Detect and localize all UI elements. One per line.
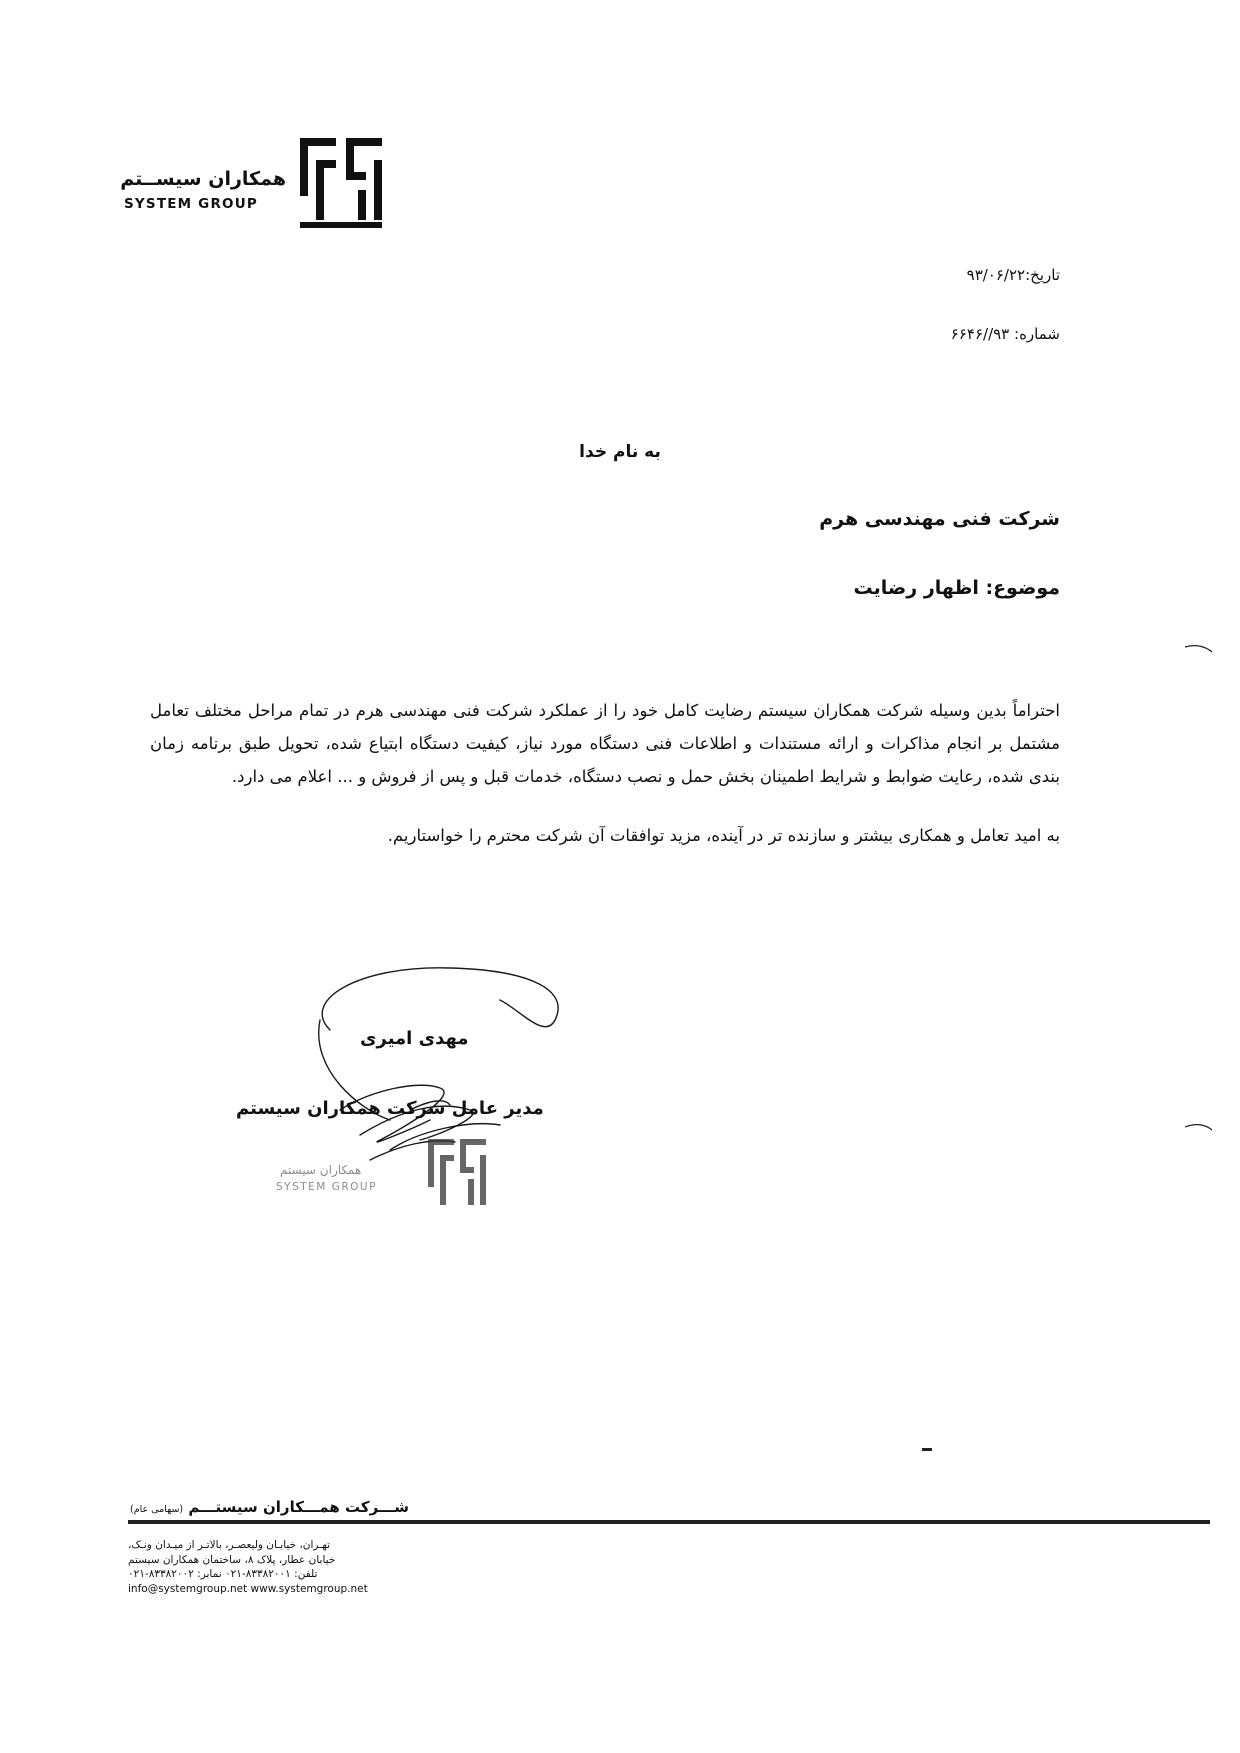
recipient: شرکت فنی مهندسی هرم xyxy=(819,508,1060,530)
footer-address-line: خیابان عطار، پلاک ۸، ساختمان همکاران سیستم xyxy=(128,1553,336,1566)
letterhead-company-en: SYSTEM GROUP xyxy=(124,196,258,212)
stamp-logo-icon xyxy=(428,1135,488,1215)
stamp-company-en: SYSTEM GROUP xyxy=(276,1181,377,1193)
footer-web: info@systemgroup.net www.systemgroup.net xyxy=(128,1582,368,1595)
footer-company xyxy=(130,1498,409,1516)
stamp-company-fa: همکاران سیستم xyxy=(280,1163,362,1177)
system-group-logo-icon xyxy=(300,138,382,228)
signatory-title: مدیر عامل شرکت همکاران سیستم xyxy=(236,1098,544,1119)
footer-address-line: تهـران، خیابـان ولیعصـر، بالاتـر از میـدان ونـک، xyxy=(128,1539,331,1551)
subject-line: موضوع: اظهار رضایت xyxy=(853,577,1060,599)
letterhead-company-fa: همکاران سیســتم xyxy=(120,168,286,190)
letter-date: تاریخ:۹۳/۰۶/۲۲ xyxy=(966,266,1060,284)
footer-divider xyxy=(128,1520,1210,1524)
footer-address xyxy=(128,1538,378,1596)
footer-phone: تلفن: ۸۳۳۸۲۰۰۱-۰۲۱ نمابر: ۸۳۳۸۲۰۰۲-۰۲۱ xyxy=(128,1568,318,1580)
letterhead-logo xyxy=(122,138,382,228)
signatory-name: مهدی امیری xyxy=(360,1028,469,1049)
footer-company-type: (سهامی عام) xyxy=(130,1504,184,1515)
footer-company-name: شـــرکت همـــکاران سیستـــم xyxy=(188,1498,410,1516)
company-stamp xyxy=(270,1135,515,1215)
body-paragraph: به امید تعامل و همکاری بیشتر و سازنده تر در آینده، مزید توافقات آن شرکت محترم را خواستاریم. xyxy=(387,826,1060,845)
letter-body xyxy=(150,694,1060,878)
letter-number: شماره: ۹۳//۶۶۴۶ xyxy=(950,325,1060,343)
body-paragraph: احتراماً بدین وسیله شرکت همکاران سیستم رضایت کامل خود را از عملکرد شرکت فنی مهندسی هرم در تمام مراحل مختلف تعامل مشتمل بر انجام مذاکرات و ارائه مستندات و اطلاعات فنی دستگاه مورد نیاز، کیفیت دستگاه ابتیاع شده، تحویل طبق برنامه زمان بندی شده، رعایت ضوابط و شرایط اطمینان بخش حمل و نصب دستگاه، خدمات قبل و پس از فروش و ... اعلام می دارد. xyxy=(150,701,1060,786)
basmala: به نام خدا xyxy=(579,442,661,462)
